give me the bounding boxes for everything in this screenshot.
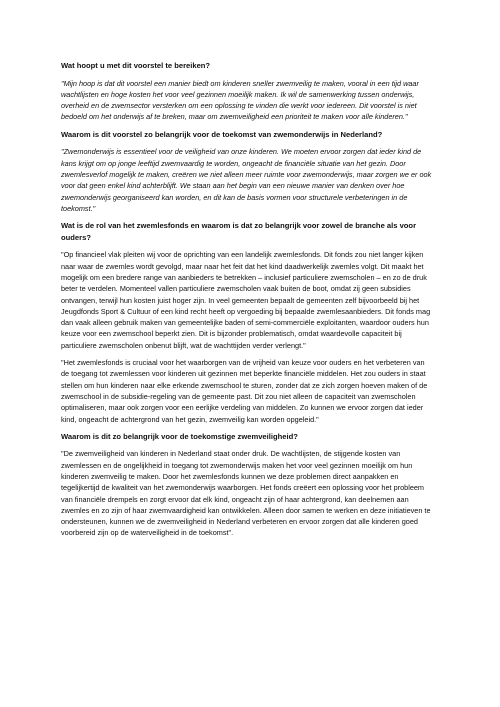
answer-paragraph: "Mijn hoop is dat dit voorstel een manier biedt om kinderen sneller zwemveilig te maken, vooral in een tijd waar wachtlijsten en hoge kosten het voor veel gezinnen moeilijk maken. Ik wil de samenwerking tussen onderwijs, overheid en de zwemsector versterken om een oplossing te vinden die werkt voor iedereen. Dit voorstel is niet bedoeld om het onderwijs af te breken, maar om zwemveiligheid een prioriteit te maken voor alle kinderen." <box>61 78 419 122</box>
question-heading: Wat is de rol van het zwemlesfonds en waarom is dat zo belangrijk voor zowel de branche als voor ouders? <box>61 221 417 242</box>
question-heading: Waarom is dit zo belangrijk voor de toekomstige zwemveiligheid? <box>61 431 298 441</box>
answer-paragraph: "Op financieel vlak pleiten wij voor de oprichting van een landelijk zwemlesfonds. Dit fonds zou niet langer kijken naar waar de zwemles wordt gevolgd, maar naar het feit dat het kind daadwerkelijk zwemles volgt. Dit maakt het mogelijk om een bredere range van aanbieders te betrekken – inclusief particuliere zwemscholen – en zo de druk beter te verdelen. Momenteel vallen particuliere zwemscholen vaak buiten de boot, omdat zij geen subsidies ontvangen, terwijl hun kosten juist hoger zijn. In veel gemeenten bepaalt de gemeenten zelf bijvoorbeeld bij het Jeugdfonds Sport & Cultuur of een kind recht heeft op vergoeding bij bepaalde zwemlesaanbieders. Dit fonds mag dan vaak alleen gebruik maken van gemeentelijke baden of semi-commerciële exploitanten, waardoor ouders hun keuze voor een zwemschool beperkt zien. Dit is bijzonder problematisch, omdat waardevolle capaciteit bij particuliere zwemscholen onbenut blijft, wat de wachttijden verder verlengt." <box>61 250 431 350</box>
answer-paragraph: "Zwemonderwijs is essentieel voor de veiligheid van onze kinderen. We moeten ervoor zorgen dat ieder kind de kans krijgt om op jonge leeftijd zwemvaardig te worden, ongeacht de financiële situatie van het gezin. Door zwemlesverlof mogelijk te maken, creëren we niet alleen meer ruimte voor zwemonderwijs, maar zorgen we er ook voor dat geen enkel kind achterblijft. We staan aan het begin van een nieuwe manier van denken over hoe zwemonderwijs georganiseerd kan worden, en dit kan de basis vormen voor structurele verbeteringen in de toekomst." <box>61 147 432 213</box>
question-heading: Waarom is dit voorstel zo belangrijk voor de toekomst van zwemonderwijs in Nederland? <box>61 129 383 139</box>
answer-paragraph: "Het zwemlesfonds is cruciaal voor het waarborgen van de vrijheid van keuze voor ouders en het verbeteren van de toegang tot zwemlessen voor kinderen uit gezinnen met beperkte financiële middelen. Het zou ouders in staat stellen om hun kinderen naar elke erkende zwemschool te sturen, zonder dat ze zich zorgen hoeven maken of de zwemschool in de subsidie-regeling van de gemeente past. Dit zou niet alleen de capaciteit van zwemscholen optimaliseren, maar ook zorgen voor een eerlijke verdeling van middelen. Zo kunnen we ervoor zorgen dat ieder kind, ongeacht de achtergrond van het gezin, zwemveilig kan worden opgeleid." <box>61 358 428 424</box>
answer-paragraph: "De zwemveiligheid van kinderen in Nederland staat onder druk. De wachtlijsten, de stijgende kosten van zwemlessen en de ongelijkheid in toegang tot zwemonderwijs maken het voor veel gezinnen moeilijk om hun kinderen zwemveilig te maken. Door het zwemlesfonds kunnen we deze problemen direct aanpakken en tegelijkertijd de kwaliteit van het zwemonderwijs waarborgen. Het fonds creëert een oplossing voor het probleem van financiële drempels en zorgt ervoor dat elk kind, ongeacht zijn of haar achtergrond, kan deelnemen aan zwemles en zo zijn of haar zwemvaardigheid kan ontwikkelen. Alleen door samen te werken en deze initiatieven te ondersteunen, kunnen we de zwemveiligheid in Nederland verbeteren en ervoor zorgen dat alle kinderen goed voorbereid zijn op de waterveiligheid in de toekomst". <box>61 449 431 538</box>
question-heading: Wat hoopt u met dit voorstel te bereiken? <box>61 61 211 70</box>
